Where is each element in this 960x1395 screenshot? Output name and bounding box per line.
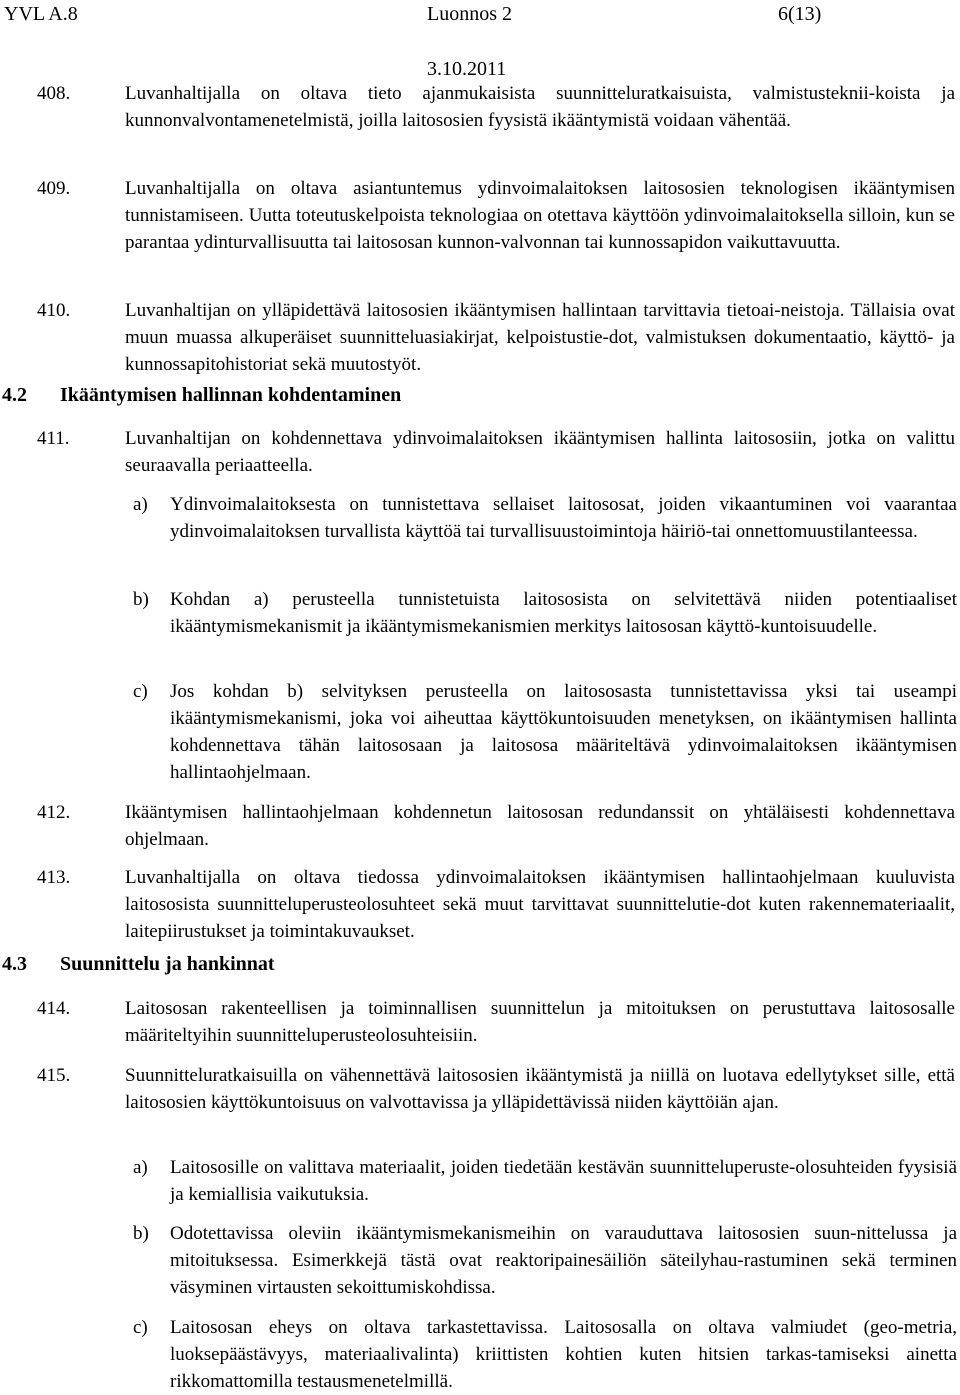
paragraph-text: Ikääntymisen hallintaohjelmaan kohdennetun laitososan redundanssit on yhtäläisesti kohdennettava ohjelmaan. [125,802,955,850]
list-text: Odotettavissa oleviin ikääntymismekanismeihin on varauduttava laitososien suun-nittelussa ja mitoituksessa. Esimerkkejä tästä ovat reaktoripainesäiliön säteilyhau-rastuminen sekä terminen väsyminen virtausten sekoittumiskohdissa. [170,1223,957,1298]
paragraph-number: 411. [37,428,70,449]
list-label: b) [133,1223,149,1244]
paragraph-number: 409. [37,178,71,199]
list-item-411-b [133,586,957,640]
paragraph-number: 413. [37,867,71,888]
paragraph-text: Luvanhaltijalla on oltava tieto ajanmukaisista suunnitteluratkaisuista, valmistusteknii-koista ja kunnonvalvontamenetelmistä, joilla laitososien fyysistä ikääntymistä voidaan vähentää. [125,83,955,131]
paragraph-412 [37,799,955,853]
list-text: Jos kohdan b) selvityksen perusteella on laitososasta tunnistettavissa yksi tai useampi ikääntymismekanismi, joka voi aiheuttaa käyttökuntoisuuden menetyksen, on ikääntymisen hallinta kohdennettava tähän laitososaan ja laitososa määriteltävä ydinvoimalaitoksen ikääntymisen hallintaohjelmaan. [170,681,957,783]
list-item-415-b [133,1220,957,1301]
page-number: 6(13) [778,3,822,25]
list-label: b) [133,589,149,610]
doc-code: YVL A.8 [4,3,78,25]
paragraph-415 [37,1062,955,1116]
section-title: Ikääntymisen hallinnan kohdentaminen [60,384,402,406]
paragraph-text: Laitososan rakenteellisen ja toiminnallisen suunnittelun ja mitoituksen on perustuttava laitososalle määriteltyihin suunnitteluperusteolosuhteisiin. [125,998,955,1046]
doc-date: 3.10.2011 [427,58,507,80]
paragraph-410 [37,297,955,378]
list-label: a) [133,1157,148,1178]
list-text: Kohdan a) perusteella tunnistetuista laitososista on selvitettävä niiden potentiaaliset ikääntymismekanismit ja ikääntymismekanismien merkitys laitososan käyttö-kuntoisuudelle. [170,589,957,637]
list-text: Ydinvoimalaitoksesta on tunnistettava sellaiset laitososat, joiden vikaantuminen voi vaarantaa ydinvoimalaitoksen turvallista käyttöä tai turvallisuustoimintoja häiriö-tai onnettomuustilanteessa. [170,494,957,542]
paragraph-number: 410. [37,300,71,321]
paragraph-text: Luvanhaltijalla on oltava asiantuntemus ydinvoimalaitoksen laitososien teknologisen ikääntymisen tunnistamiseen. Uutta toteutuskelpoista teknologiaa on otettava käyttöön ydinvoimalaitoksella silloin, kun se parantaa ydinturvallisuutta tai laitososan kunnon-valvonnan tai kunnossapidon vaikuttavuutta. [125,178,955,253]
list-text: Laitososille on valittava materiaalit, joiden tiedetään kestävän suunnitteluperuste-olosuhteiden fyysisiä ja kemiallisia vaikutuksia. [170,1157,957,1205]
paragraph-number: 408. [37,83,71,104]
paragraph-number: 412. [37,802,71,823]
paragraph-number: 414. [37,998,71,1019]
list-text: Laitososan eheys on oltava tarkastettavissa. Laitososalla on oltava valmiudet (geo-metria, luoksepäästävyys, materiaalivalinta) kriittisten kohtien kuten hitsien tarkas-tamiseksi ainetta rikkomattomilla testausmenetelmillä. [170,1317,957,1392]
section-title: Suunnittelu ja hankinnat [60,953,275,975]
draft-label: Luonnos 2 [427,3,512,25]
section-number: 4.2 [2,384,27,406]
list-label: a) [133,494,148,515]
paragraph-408 [37,80,955,134]
paragraph-411 [37,425,955,479]
paragraph-text: Luvanhaltijan on ylläpidettävä laitososien ikääntymisen hallintaan tarvittavia tietoai-neistoja. Tällaisia ovat muun muassa alkuperäiset suunnitteluasiakirjat, kelpoistustie-dot, valmistuksen dokumentaatio, käyttö- ja kunnossapitohistoriat sekä muutostyöt. [125,300,955,375]
paragraph-413 [37,864,955,945]
paragraph-409 [37,175,955,256]
paragraph-414 [37,995,955,1049]
list-label: c) [133,681,148,702]
paragraph-text: Luvanhaltijan on kohdennettava ydinvoimalaitoksen ikääntymisen hallinta laitososiin, jotka on valittu seuraavalla periaatteella. [125,428,955,476]
paragraph-text: Luvanhaltijalla on oltava tiedossa ydinvoimalaitoksen ikääntymisen hallintaohjelmaan kuuluvista laitososista suunnitteluperusteolosuhteet sekä muut tarvittavat suunnittelutie-dot kuten rakennemateriaalit, laitepiirustukset ja toimintakuvaukset. [125,867,955,942]
section-number: 4.3 [2,953,27,975]
list-item-415-c [133,1314,957,1395]
list-label: c) [133,1317,148,1338]
list-item-415-a [133,1154,957,1208]
paragraph-text: Suunnitteluratkaisuilla on vähennettävä laitososien ikääntymistä ja niillä on luotava edellytykset sille, että laitososien käyttökuntoisuus on valvottavissa ja ylläpidettävissä niiden käyttöiän ajan. [125,1065,955,1113]
list-item-411-a [133,491,957,545]
paragraph-number: 415. [37,1065,71,1086]
list-item-411-c [133,678,957,786]
